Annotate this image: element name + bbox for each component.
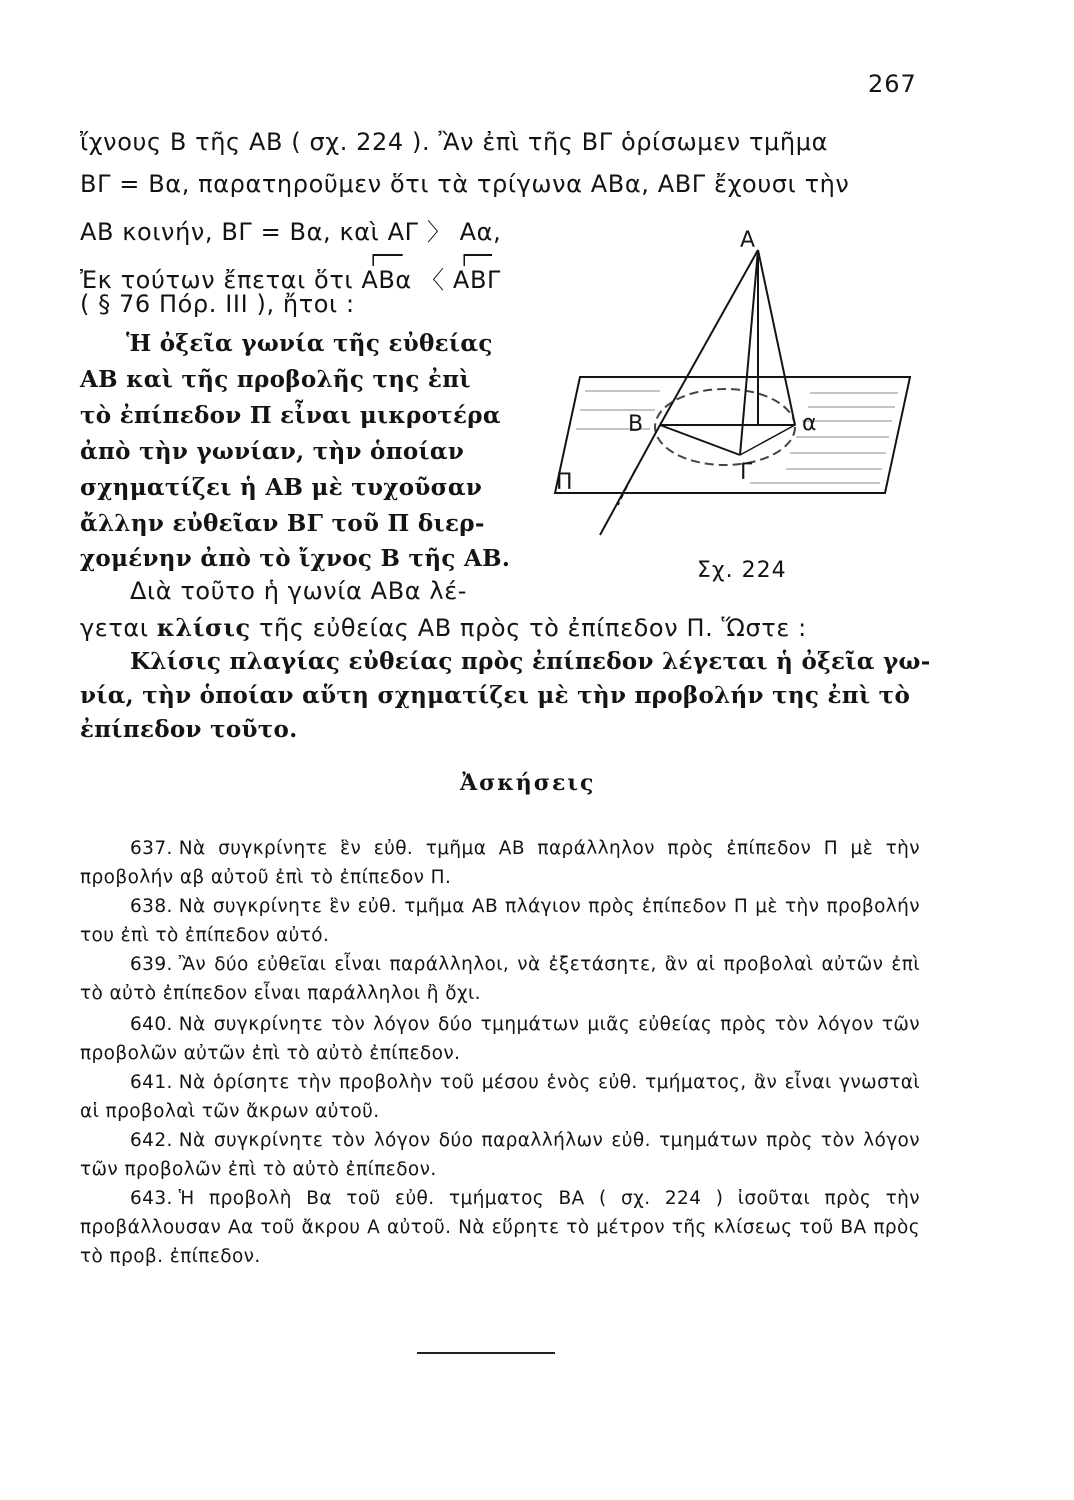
exercise-text: Νὰ ὁρίσητε τὴν προβολὴν τοῦ μέσου ἑνὸς εὐθ. τμήματος, ἂν εἶναι γνωσταὶ αἱ προβολαὶ τῶν ἄκρων αὐτοῦ. [80,1072,920,1122]
angle-relation: 〈 [411,266,453,294]
label-P: Π [556,470,573,495]
definition-line-3: ἐπίπεδον τοῦτο. [80,716,298,743]
exercise-640 [80,1010,920,1068]
exercise-642 [80,1126,920,1184]
after-theorem-line: Διὰ τοῦτο ἡ γωνία ΑΒα λέ- [130,577,468,605]
exercise-text: Νὰ συγκρίνητε τὸν λόγον δύο τμημάτων μιᾶς εὐθείας πρὸς τὸν λόγον τῶν προβολῶν αὐτῶν ἐπὶ τὸ αὐτὸ ἐπίπεδον. [80,1014,920,1064]
exercise-number: 642. [130,1130,173,1151]
label-a: α [802,411,817,436]
exercise-text: Νὰ συγκρίνητε ἓν εὐθ. τμῆμα ΑΒ παράλληλον πρὸς ἐπίπεδον Π μὲ τὴν προβολήν αβ αὐτοῦ ἐπὶ τὸ ἐπίπεδον Π. [80,838,920,888]
exercise-641 [80,1068,920,1126]
exercise-text: Ἂν δύο εὐθεῖαι εἶναι παράλληλοι, νὰ ἐξετάσητε, ἂν αἱ προβολαὶ αὐτῶν ἐπὶ τὸ αὐτὸ ἐπίπεδον εἶναι παράλληλοι ἢ ὄχι. [80,954,920,1004]
figure-caption: Σχ. 224 [697,558,787,583]
exercise-639 [80,950,920,1008]
body-line-2: ΒΓ = Βα, παρατηροῦμεν ὅτι τὰ τρίγωνα ΑΒα, ΑΒΓ ἔχουσι τὴν [80,170,850,198]
exercise-number: 640. [130,1014,173,1035]
body-line-1: ἴχνους Β τῆς ΑΒ ( σχ. 224 ). Ἂν ἐπὶ τῆς ΒΓ ὁρίσωμεν τμῆμα [80,128,828,156]
exercise-number: 643. [130,1188,173,1209]
exercise-number: 638. [130,896,173,917]
consequence-prefix: Ἐκ τούτων ἔπεται ὅτι [80,266,362,294]
body-line-3: ΑΒ κοινήν, ΒΓ = Βα, καὶ ΑΓ 〉 Αα, [80,218,502,246]
exercise-643 [80,1184,920,1271]
angle-ABG: ΑΒΓ [452,266,501,294]
label-G: Γ [740,460,753,485]
exercise-637 [80,834,920,892]
definition-line-2: νία, τὴν ὁποίαν αὕτη σχηματίζει μὲ τὴν προβολήν της ἐπὶ τὸ [80,682,911,709]
end-rule [417,1352,555,1354]
definition-intro-pre: γεται [80,614,157,642]
theorem-line-3: τὸ ἐπίπεδον Π εἶναι μικροτέρα [80,402,501,429]
exercise-638 [80,892,920,950]
angle-ABa: ΑΒα [361,266,412,294]
definition-intro [80,613,807,642]
theorem-line-4: ἀπὸ τὴν γωνίαν, τὴν ὁποίαν [80,438,465,465]
definition-intro-post: τῆς εὐθείας ΑΒ πρὸς τὸ ἐπίπεδον Π. Ὥστε : [250,614,807,642]
label-A: Α [740,228,756,253]
theorem-line-5: σχηματίζει ἡ ΑΒ μὲ τυχοῦσαν [80,474,483,501]
exercise-number: 637. [130,838,173,859]
theorem-line-1: Ἡ ὀξεῖα γωνία τῆς εὐθείας [126,330,493,357]
exercise-text: Νὰ συγκρίνητε τὸν λόγον δύο παραλλήλων εὐθ. τμημάτων πρὸς τὸν λόγον τῶν προβολῶν ἐπὶ τὸ αὐτὸ ἐπίπεδον. [80,1130,920,1180]
plane-outline [555,377,910,493]
theorem-line-2: ΑΒ καὶ τῆς προβολῆς της ἐπὶ [80,366,471,393]
exercise-number: 639. [130,954,173,975]
segment-aG [740,425,795,455]
theorem-line-6: ἄλλην εὐθεῖαν ΒΓ τοῦ Π διερ- [80,510,485,537]
exercise-text: Ἡ προβολὴ Βα τοῦ εὐθ. τμήματος ΒΑ ( σχ. 224 ) ἰσοῦται πρὸς τὴν προβάλλουσαν Αα τοῦ ἄκρου Α αὐτοῦ. Νὰ εὕρητε τὸ μέτρον τῆς κλίσεως τοῦ ΒΑ πρὸς τὸ προβ. ἐπίπεδον. [80,1188,920,1267]
projection-circle [655,389,795,465]
definition-term: κλίσις [156,613,251,642]
exercise-number: 641. [130,1072,173,1093]
definition-line-1: Κλίσις πλαγίας εὐθείας πρὸς ἐπίπεδον λέγεται ἡ ὀξεῖα γω- [130,648,931,675]
theorem-line-7: χομένην ἀπὸ τὸ ἴχνος Β τῆς ΑΒ. [80,545,511,572]
page-number: 267 [868,70,917,98]
reference-line: ( § 76 Πόρ. III ), ἤτοι : [80,290,355,318]
figure-224 [540,225,920,555]
exercises-heading: Ἀσκήσεις [460,770,596,796]
label-B: Β [628,412,644,437]
exercise-text: Νὰ συγκρίνητε ἓν εὐθ. τμῆμα ΑΒ πλάγιον πρὸς ἐπίπεδον Π μὲ τὴν προβολήν του ἐπὶ τὸ ἐπίπεδον αὐτό. [80,896,920,946]
plane-hatch [576,391,898,483]
